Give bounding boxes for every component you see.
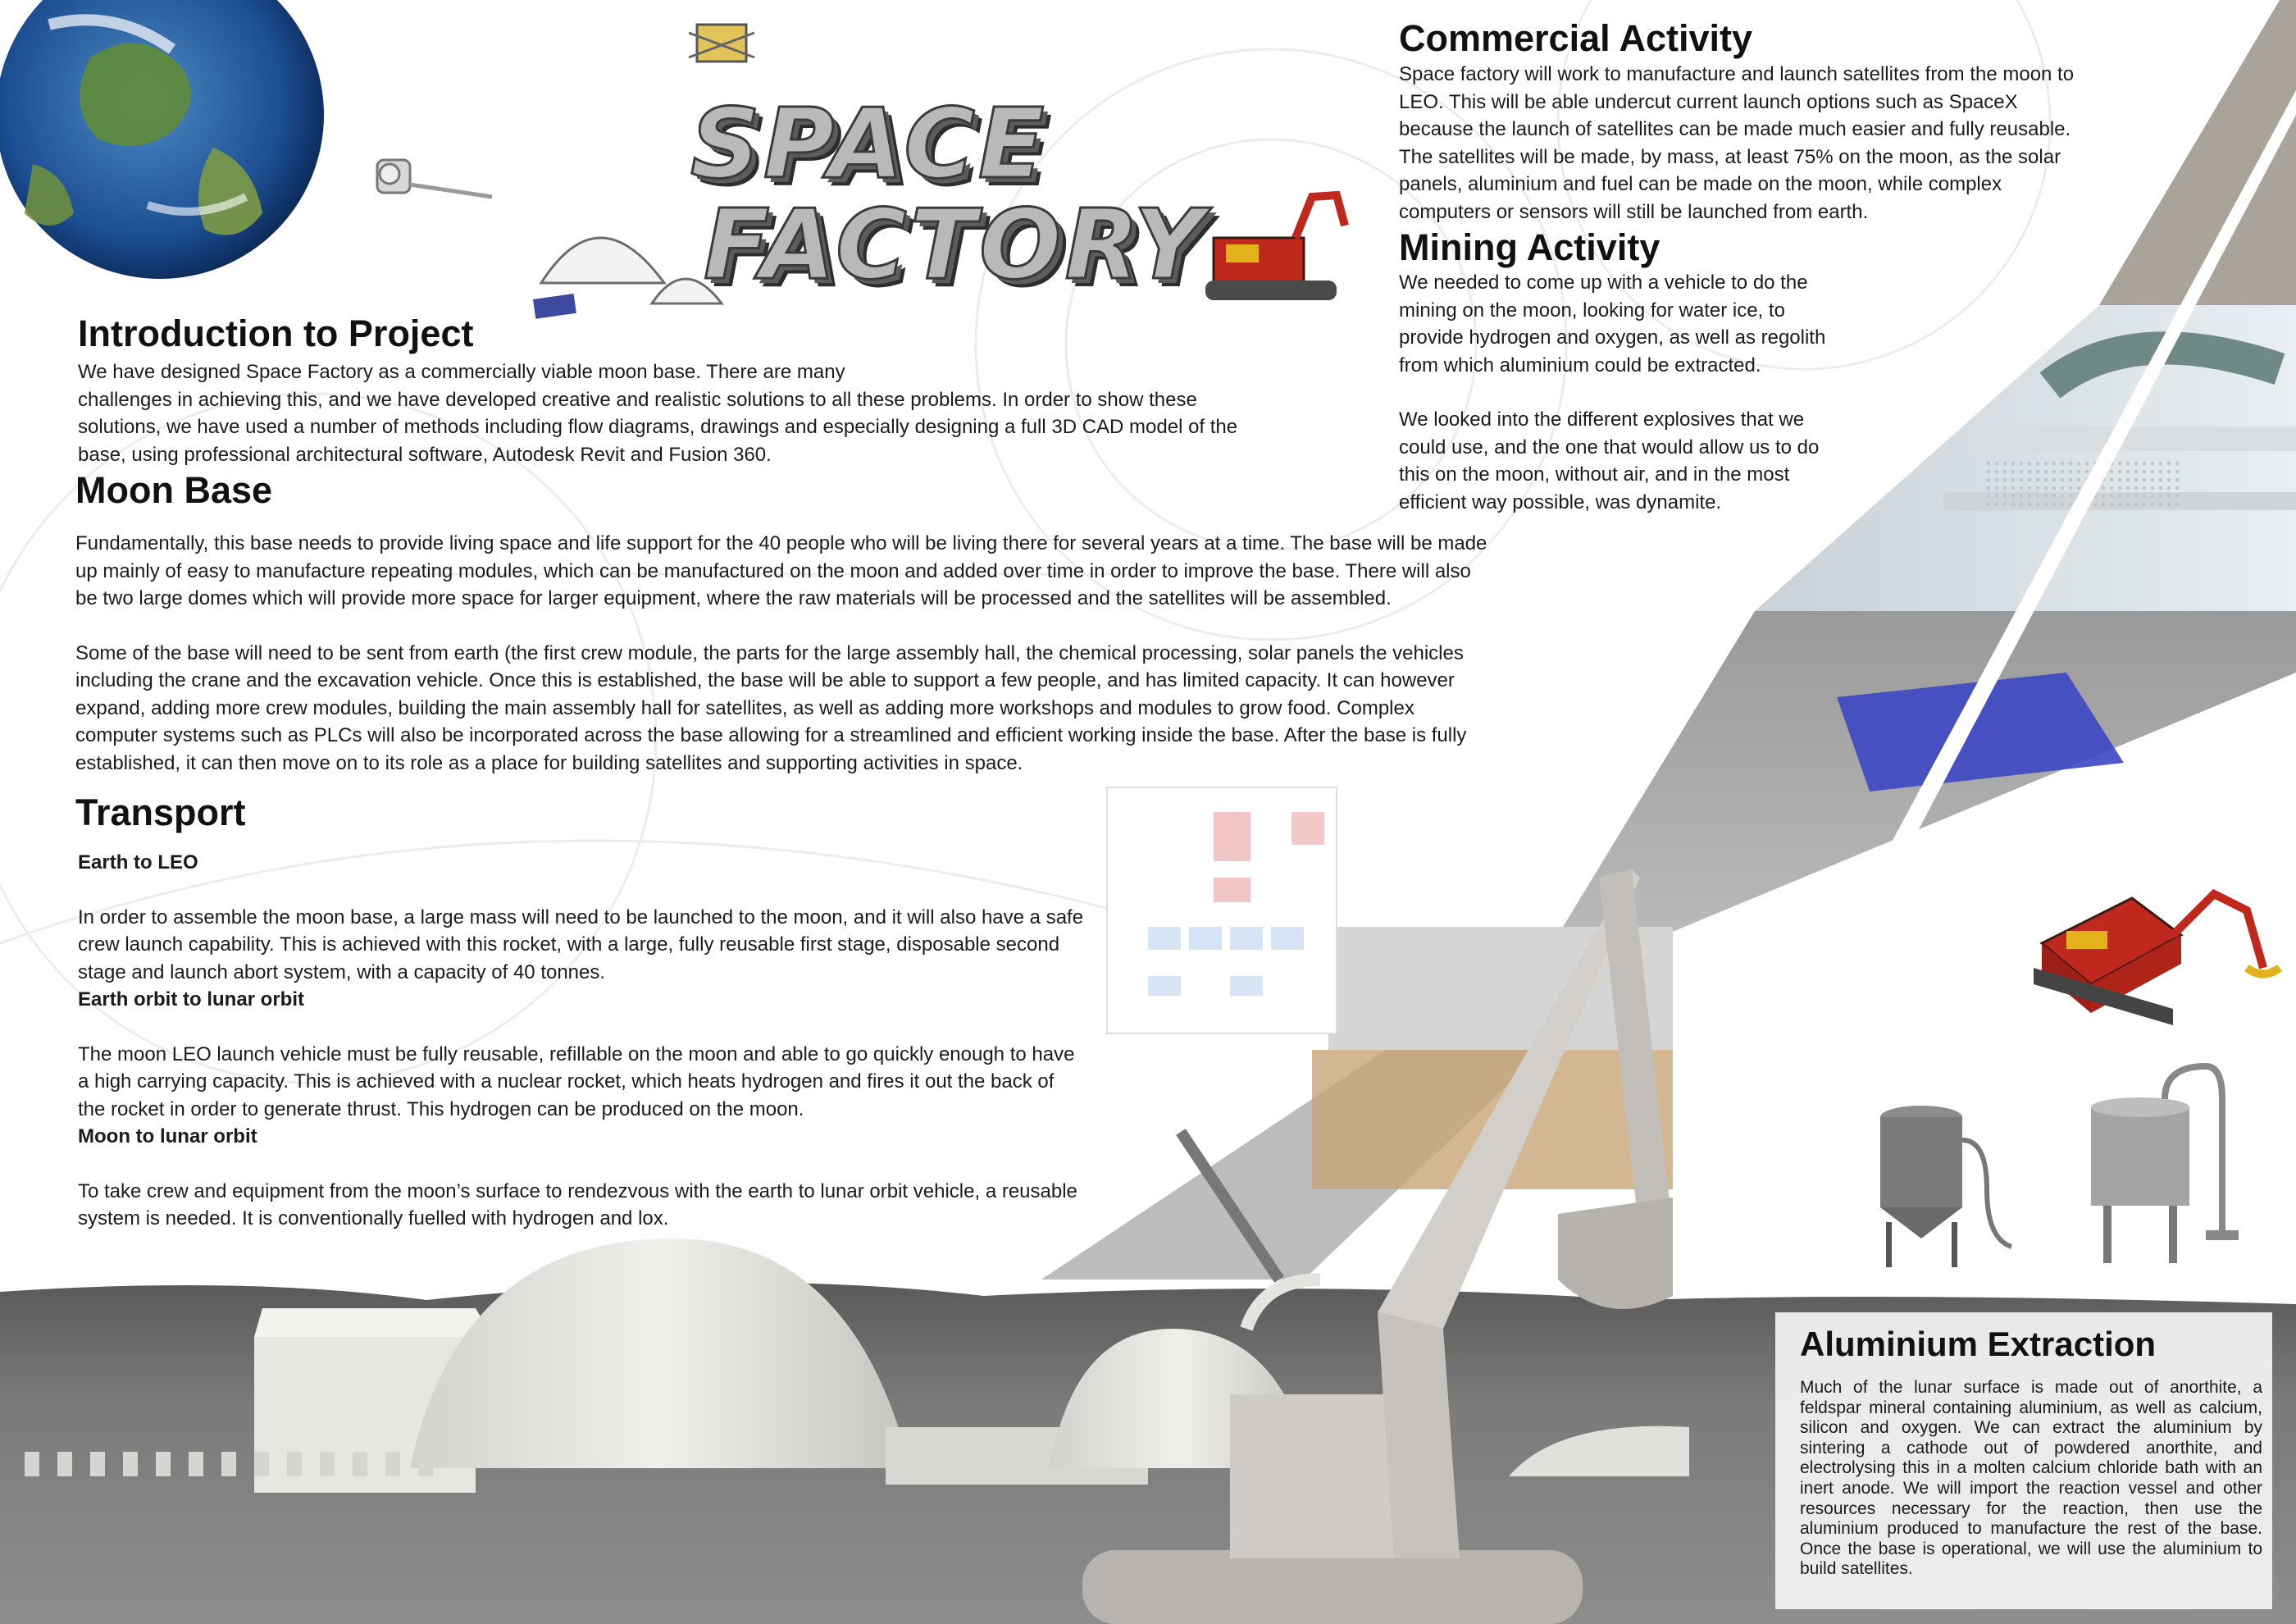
moon-base-line: up mainly of easy to manufacture repeating modules, which can be manufactured on the moon and added over time in order to improve the base. There will also bbox=[75, 559, 1471, 582]
reaction-vessel-icon bbox=[1880, 1106, 2011, 1267]
habitat-domes-icon bbox=[533, 238, 722, 319]
moon-base-line: computer systems such as PLCs will also be incorporated across the base allowing for a streamlined and efficient working inside the base. After the base is fully bbox=[75, 724, 1467, 746]
rover-icon bbox=[1205, 195, 1345, 300]
transport-line: stage and launch abort system, with a capacity of 40 tonnes. bbox=[78, 960, 606, 983]
commercial-line: Space factory will work to manufacture and launch satellites from the moon to bbox=[1399, 63, 2075, 85]
moon-base-heading: Moon Base bbox=[75, 469, 273, 511]
aluminium-heading: Aluminium Extraction bbox=[1800, 1325, 2157, 1363]
intro-line: base, using professional architectural software, Autodesk Revit and Fusion 360. bbox=[78, 443, 772, 466]
intro-heading: Introduction to Project bbox=[78, 312, 474, 354]
mining-line: this on the moon, without air, and in the most bbox=[1399, 463, 1790, 486]
mining-text bbox=[1399, 269, 1875, 516]
moon-base-text bbox=[75, 530, 1535, 777]
mining-line: could use, and the one that would allow us to do bbox=[1399, 436, 1820, 458]
mining-line: efficient way possible, was dynamite. bbox=[1399, 490, 1722, 513]
mining-line: We needed to come up with a vehicle to do the bbox=[1399, 271, 1808, 294]
transport-subheading-moon-to-lunar-orbit: Moon to lunar orbit bbox=[78, 1125, 257, 1147]
transport-line: In order to assemble the moon base, a large mass will need to be launched to the moon, and it will also have a safe bbox=[78, 906, 1084, 928]
intro-line: solutions, we have used a number of methods including flow diagrams, drawings and especially designing a full 3D CAD model of the bbox=[78, 416, 1238, 438]
aluminium-text: Much of the lunar surface is made out of anorthite, a feldspar mineral containing aluminium, as well as calcium, silicon and oxygen. We can extract the aluminium by sintering a cathode out of powdered anorthite, and electrolysing this in a molten calcium chloride bath with an inert anode. We will import the reaction vessel and other resources necessary for the reaction, then use the aluminium produced to manufacture the rest of the base. Once the base is operational, we will use the aluminium to build satellites. bbox=[1800, 1378, 2262, 1579]
intro-line: challenges in achieving this, and we have developed creative and realistic solutions to all these problems. In order to show these bbox=[78, 388, 1197, 411]
moon-base-line: including the crane and the excavation vehicle. Once this is established, the base will be able to support a few people, and has limited capacity. It can however bbox=[75, 669, 1455, 691]
commercial-line: computers or sensors will still be launched from earth. bbox=[1399, 200, 1869, 223]
moon-base-line: be two large domes which will provide more space for larger equipment, where the raw materials will be processed and the satellites will be assembled. bbox=[75, 587, 1392, 609]
commercial-text bbox=[1399, 61, 2121, 226]
intro-text bbox=[78, 358, 1283, 468]
transport-heading: Transport bbox=[75, 791, 246, 833]
commercial-heading: Commercial Activity bbox=[1399, 17, 1752, 59]
transport-line: To take crew and equipment from the moon’s surface to rendezvous with the earth to lunar orbit vehicle, a reusable bbox=[78, 1179, 1077, 1202]
electrolysis-tank-icon bbox=[2091, 1066, 2239, 1263]
excavator-rover-icon bbox=[2034, 894, 2280, 1025]
commercial-line: LEO. This will be able undercut current launch options such as SpaceX bbox=[1399, 90, 2018, 113]
transport-line: crew launch capability. This is achieved with this rocket, with a large, fully reusable first stage, disposable second bbox=[78, 933, 1060, 956]
moon-base-line: established, it can then move on to its role as a place for building satellites and supporting activities in space. bbox=[75, 751, 1023, 774]
transport-line: The moon LEO launch vehicle must be fully reusable, refillable on the moon and able to go quickly enough to have bbox=[78, 1042, 1075, 1065]
aluminium-panel bbox=[1775, 1312, 2272, 1609]
logo-factory: FACTORY bbox=[704, 188, 1207, 301]
transport-line: system is needed. It is conventionally fuelled with hydrogen and lox. bbox=[78, 1207, 669, 1229]
transport-subheading-earth-orbit: Earth orbit to lunar orbit bbox=[78, 988, 304, 1010]
commercial-line: panels, aluminium and fuel can be made on the moon, while complex bbox=[1399, 173, 2002, 195]
commercial-line: because the launch of satellites can be made much easier and fully reusable. bbox=[1399, 118, 2071, 140]
moon-base-line: expand, adding more crew modules, building the main assembly hall for satellites, as well as adding more workshops and modules to grow food. Complex bbox=[75, 696, 1414, 719]
intro-line: We have designed Space Factory as a commercially viable moon base. There are many bbox=[78, 361, 845, 383]
logo-space: SPACE bbox=[690, 87, 1048, 200]
moon-base-line: Some of the base will need to be sent from earth (the first crew module, the parts for the large assembly hall, the chemical processing, solar panels the vehicles bbox=[75, 641, 1464, 664]
transport-line: the rocket in order to generate thrust. This hydrogen can be produced on the moon. bbox=[78, 1097, 804, 1120]
commercial-line: The satellites will be made, by mass, at least 75% on the moon, as the solar bbox=[1399, 145, 2061, 168]
mining-line: mining on the moon, looking for water ice, to bbox=[1399, 299, 1785, 322]
moon-base-line: Fundamentally, this base needs to provide living space and life support for the 40 people who will be living there for several years at a time. The base will be made bbox=[75, 532, 1487, 554]
probe-icon bbox=[689, 25, 754, 62]
transport-text bbox=[78, 849, 1144, 1233]
transport-subheading-earth-to-leo: Earth to LEO bbox=[78, 851, 198, 874]
mining-line: provide hydrogen and oxygen, as well as regolith bbox=[1399, 326, 1826, 349]
mining-line: from which aluminium could be extracted. bbox=[1399, 354, 1761, 376]
satellite-icon bbox=[377, 160, 492, 197]
mining-line: We looked into the different explosives that we bbox=[1399, 408, 1805, 431]
mining-heading: Mining Activity bbox=[1399, 226, 1660, 268]
transport-line: a high carrying capacity. This is achieved with a nuclear rocket, which heats hydrogen and fires it out the back of bbox=[78, 1070, 1055, 1093]
earth-image bbox=[0, 0, 324, 279]
